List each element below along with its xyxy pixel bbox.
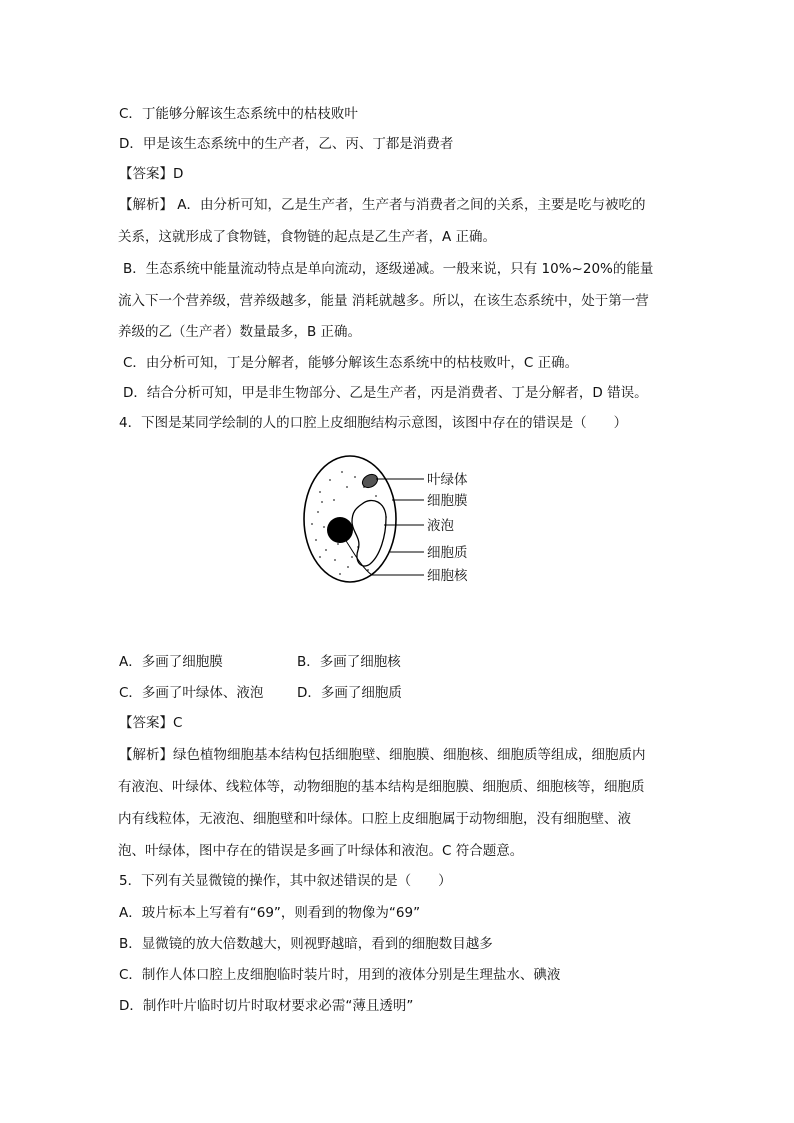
analysis-paragraph: D．结合分析可知，甲是非生物部分、乙是生产者，丙是消费者、丁是分解者，D 错误。 — [123, 385, 648, 401]
option-d: D．多画了细胞质 — [297, 685, 402, 701]
analysis-paragraph: 关系，这就形成了食物链，食物链的起点是乙生产者，A 正确。 — [118, 229, 497, 245]
option-b-text: B．显微镜的放大倍数越大，则视野越暗，看到的细胞数目越多 — [119, 936, 493, 952]
answer-label: 【答案】D — [119, 166, 184, 182]
analysis-paragraph: 【解析】绿色植物细胞基本结构包括细胞壁、细胞膜、细胞核、细胞质等组成，细胞质内 — [119, 747, 646, 763]
option-d-text: D．甲是该生态系统中的生产者，乙、丙、丁都是消费者 — [119, 136, 454, 152]
analysis-paragraph: 养级的乙（生产者）数量最多，B 正确。 — [118, 324, 362, 340]
vacuole — [352, 500, 386, 566]
nucleus-label: 细胞核 — [427, 568, 468, 584]
option-d-text: D．制作叶片临时切片时取材要求必需“薄且透明” — [119, 998, 414, 1014]
question-4: 4．下图是某同学绘制的人的口腔上皮细胞结构示意图，该图中存在的错误是（ ） — [119, 415, 628, 431]
option-a-text: A．玻片标本上写着有“69”，则看到的物像为“69” — [119, 905, 421, 921]
vacuole-label: 液泡 — [427, 518, 454, 534]
question-5: 5．下列有关显微镜的操作，其中叙述错误的是（ ） — [119, 873, 452, 889]
option-c-text: C．丁能够分解该生态系统中的枯枝败叶 — [119, 106, 358, 122]
nucleus — [327, 517, 353, 543]
option-a: A．多画了细胞膜 — [119, 654, 223, 670]
analysis-paragraph: 【解析】 A．由分析可知，乙是生产者，生产者与消费者之间的关系，主要是吃与被吃的 — [119, 197, 646, 213]
option-c: C．多画了叶绿体、液泡 — [119, 685, 264, 701]
option-b: B．多画了细胞核 — [297, 654, 401, 670]
analysis-paragraph: B．生态系统中能量流动特点是单向流动，逐级递减。一般来说，只有 10%~20%的能量 — [123, 261, 654, 277]
analysis-paragraph: 流入下一个营养级，营养级越多，能量 消耗就越多。所以，在该生态系统中，处于第一营 — [118, 293, 649, 309]
analysis-paragraph: C．由分析可知，丁是分解者，能够分解该生态系统中的枯枝败叶，C 正确。 — [123, 355, 579, 371]
option-c-text: C．制作人体口腔上皮细胞临时装片时，用到的液体分别是生理盐水、碘液 — [119, 967, 561, 983]
analysis-paragraph: 泡、叶绿体，图中存在的错误是多画了叶绿体和液泡。C 符合题意。 — [118, 843, 524, 859]
analysis-paragraph: 有液泡、叶绿体、线粒体等，动物细胞的基本结构是细胞膜、细胞质、细胞核等，细胞质 — [118, 779, 645, 795]
chloroplast-label: 叶绿体 — [427, 472, 468, 488]
membrane-label: 细胞膜 — [427, 493, 468, 509]
analysis-paragraph: 内有线粒体，无液泡、细胞壁和叶绿体。口腔上皮细胞属于动物细胞，没有细胞壁、液 — [118, 811, 631, 827]
cytoplasm-label: 细胞质 — [427, 545, 468, 561]
answer-label: 【答案】C — [119, 715, 183, 731]
cell-diagram — [300, 452, 500, 597]
chloroplast — [360, 472, 380, 490]
